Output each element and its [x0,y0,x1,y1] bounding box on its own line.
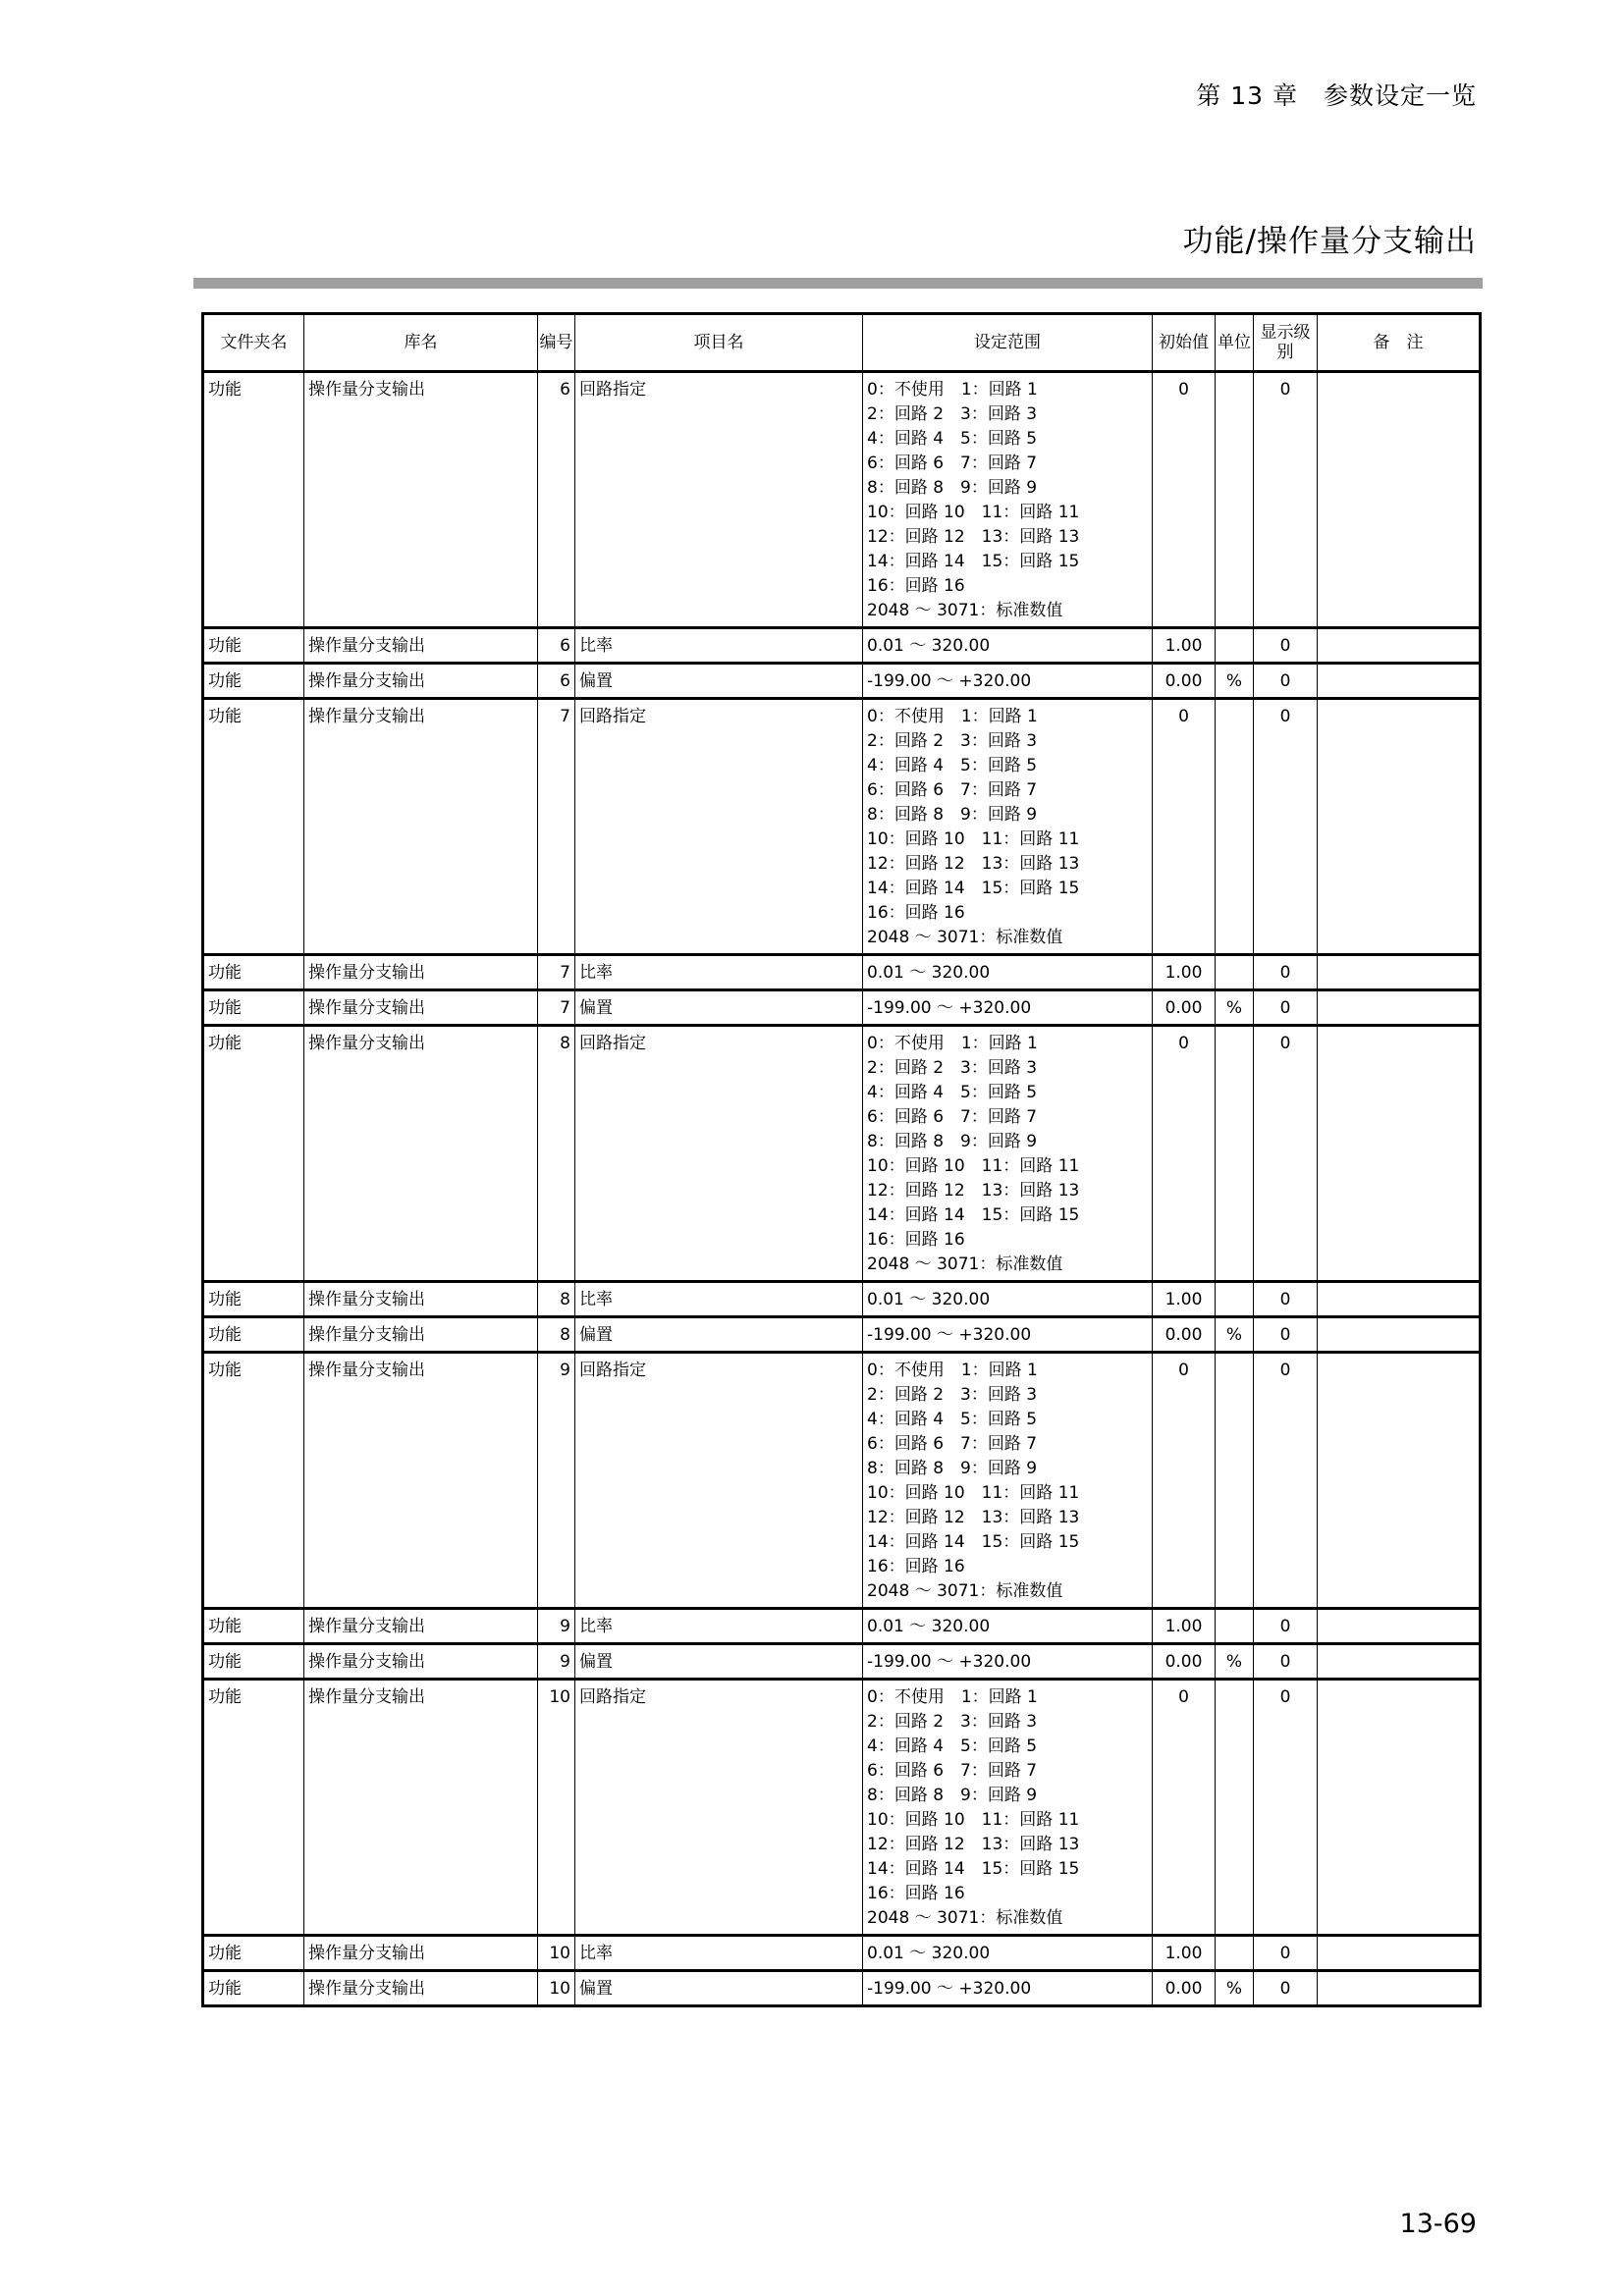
cell-range [863,1353,1153,1609]
cell-note [1318,628,1481,664]
cell-library: 操作量分支输出 [304,955,538,990]
cell-note [1318,990,1481,1026]
cell-item: 回路指定 [575,1026,863,1282]
cell-item: 偏置 [575,990,863,1026]
cell-unit: % [1216,990,1254,1026]
cell-initial: 0 [1153,1680,1216,1936]
range-line: 0.01 ～ 320.00 [867,1290,991,1309]
cell-item: 回路指定 [575,372,863,628]
cell-item: 比率 [575,1282,863,1317]
range-line: 4：回路 4 5：回路 5 [867,1410,1038,1429]
parameter-table [201,312,1482,2007]
range-line: 2：回路 2 3：回路 3 [867,1058,1038,1078]
cell-number: 9 [538,1609,575,1644]
cell-initial: 0 [1153,1353,1216,1609]
range-line: 8：回路 8 9：回路 9 [867,805,1038,825]
range-line: 2048 ～ 3071：标准数值 [867,1581,1063,1601]
range-line: 6：回路 6 7：回路 7 [867,780,1038,800]
range-line: 12：回路 12 13：回路 13 [867,1508,1080,1527]
cell-number: 10 [538,1936,575,1971]
range-line: 2048 ～ 3071：标准数值 [867,1908,1063,1928]
range-line: 0：不使用 1：回路 1 [867,1034,1038,1053]
range-line: 0：不使用 1：回路 1 [867,707,1038,726]
cell-folder: 功能 [203,955,304,990]
cell-range [863,1282,1153,1317]
range-line: 12：回路 12 13：回路 13 [867,854,1080,874]
cell-unit: % [1216,1971,1254,2006]
cell-initial: 0 [1153,372,1216,628]
cell-range [863,664,1153,699]
cell-initial: 0.00 [1153,1644,1216,1680]
range-line: 2048 ～ 3071：标准数值 [867,928,1063,947]
table-row [203,1026,1481,1282]
range-line: 16：回路 16 [867,1230,965,1250]
cell-folder: 功能 [203,990,304,1026]
cell-folder: 功能 [203,372,304,628]
range-line: 14：回路 14 15：回路 15 [867,1532,1080,1552]
cell-number: 6 [538,628,575,664]
range-line: 0：不使用 1：回路 1 [867,380,1038,400]
cell-library: 操作量分支输出 [304,1282,538,1317]
range-line: 4：回路 4 5：回路 5 [867,1083,1038,1102]
cell-library: 操作量分支输出 [304,1644,538,1680]
table-row [203,699,1481,955]
range-line: 8：回路 8 9：回路 9 [867,1786,1038,1805]
cell-range [863,1026,1153,1282]
cell-unit [1216,1282,1254,1317]
cell-number: 9 [538,1644,575,1680]
cell-initial: 1.00 [1153,1609,1216,1644]
cell-note [1318,1353,1481,1609]
cell-level: 0 [1254,1936,1318,1971]
table-row [203,1971,1481,2006]
range-line: 2：回路 2 3：回路 3 [867,404,1038,424]
cell-number: 8 [538,1282,575,1317]
cell-folder: 功能 [203,1644,304,1680]
range-line: 8：回路 8 9：回路 9 [867,1132,1038,1151]
cell-library: 操作量分支输出 [304,664,538,699]
cell-folder: 功能 [203,628,304,664]
cell-unit: % [1216,1644,1254,1680]
cell-number: 6 [538,664,575,699]
cell-initial: 0.00 [1153,1971,1216,2006]
cell-folder: 功能 [203,1680,304,1936]
range-line: -199.00 ～ +320.00 [867,998,1032,1018]
cell-library: 操作量分支输出 [304,1026,538,1282]
table-row [203,1282,1481,1317]
cell-unit [1216,699,1254,955]
range-line: 6：回路 6 7：回路 7 [867,454,1038,473]
range-line: 14：回路 14 15：回路 15 [867,1859,1080,1879]
range-line: 14：回路 14 15：回路 15 [867,879,1080,898]
cell-note [1318,1680,1481,1936]
cell-range [863,699,1153,955]
cell-item: 偏置 [575,1644,863,1680]
range-line: 6：回路 6 7：回路 7 [867,1761,1038,1781]
cell-unit: % [1216,664,1254,699]
range-line: 16：回路 16 [867,576,965,596]
cell-note [1318,664,1481,699]
cell-library: 操作量分支输出 [304,372,538,628]
table-row [203,372,1481,628]
table-row [203,1644,1481,1680]
cell-number: 10 [538,1680,575,1936]
range-line: -199.00 ～ +320.00 [867,671,1032,691]
cell-item: 比率 [575,628,863,664]
cell-item: 偏置 [575,1317,863,1353]
cell-number: 7 [538,699,575,955]
cell-folder: 功能 [203,664,304,699]
range-line: 2：回路 2 3：回路 3 [867,731,1038,751]
cell-library: 操作量分支输出 [304,1680,538,1936]
range-line: 2：回路 2 3：回路 3 [867,1712,1038,1732]
cell-library: 操作量分支输出 [304,1317,538,1353]
cell-item: 比率 [575,955,863,990]
cell-library: 操作量分支输出 [304,1971,538,2006]
table-header-row [203,314,1481,372]
cell-level: 0 [1254,664,1318,699]
cell-initial: 0 [1153,1026,1216,1282]
cell-level: 0 [1254,1353,1318,1609]
header-item: 项目名 [575,314,863,372]
range-line: -199.00 ～ +320.00 [867,1325,1032,1345]
cell-range [863,1680,1153,1936]
cell-note [1318,955,1481,990]
range-line: 10：回路 10 11：回路 11 [867,829,1080,849]
cell-initial: 1.00 [1153,1936,1216,1971]
range-line: -199.00 ～ +320.00 [867,1652,1032,1672]
header-note: 备 注 [1318,314,1481,372]
table-row [203,664,1481,699]
cell-initial: 1.00 [1153,955,1216,990]
range-line: 0.01 ～ 320.00 [867,1944,991,1963]
cell-range [863,1644,1153,1680]
cell-library: 操作量分支输出 [304,1609,538,1644]
cell-number: 7 [538,990,575,1026]
chapter-header: 第 13 章 参数设定一览 [1196,81,1477,110]
section-title: 功能/操作量分支输出 [1182,224,1477,259]
range-line: 14：回路 14 15：回路 15 [867,552,1080,571]
range-line: 4：回路 4 5：回路 5 [867,1736,1038,1756]
cell-level: 0 [1254,372,1318,628]
cell-folder: 功能 [203,1609,304,1644]
cell-level: 0 [1254,1680,1318,1936]
table-row [203,628,1481,664]
range-line: 4：回路 4 5：回路 5 [867,756,1038,775]
range-line: 0：不使用 1：回路 1 [867,1361,1038,1380]
cell-level: 0 [1254,1609,1318,1644]
range-line: 12：回路 12 13：回路 13 [867,1181,1080,1201]
cell-number: 8 [538,1026,575,1282]
cell-range [863,955,1153,990]
cell-library: 操作量分支输出 [304,1936,538,1971]
cell-item: 偏置 [575,1971,863,2006]
range-line: 6：回路 6 7：回路 7 [867,1107,1038,1127]
cell-note [1318,1317,1481,1353]
cell-note [1318,1609,1481,1644]
cell-unit [1216,1026,1254,1282]
header-unit: 单位 [1216,314,1254,372]
cell-initial: 0.00 [1153,1317,1216,1353]
cell-note [1318,699,1481,955]
range-line: 10：回路 10 11：回路 11 [867,1810,1080,1830]
range-line: 2：回路 2 3：回路 3 [867,1385,1038,1405]
cell-level: 0 [1254,990,1318,1026]
table-row [203,1936,1481,1971]
header-level: 显示级别 [1254,314,1318,372]
page-number: 13-69 [1399,2209,1477,2239]
cell-note [1318,372,1481,628]
cell-item: 回路指定 [575,1680,863,1936]
table-body [203,372,1481,2006]
cell-unit [1216,1609,1254,1644]
cell-item: 比率 [575,1936,863,1971]
table-row [203,1317,1481,1353]
cell-number: 8 [538,1317,575,1353]
cell-unit [1216,1680,1254,1936]
header-number: 编号 [538,314,575,372]
cell-level: 0 [1254,1644,1318,1680]
range-line: 4：回路 4 5：回路 5 [867,429,1038,449]
range-line: 10：回路 10 11：回路 11 [867,1156,1080,1176]
cell-item: 回路指定 [575,699,863,955]
cell-number: 7 [538,955,575,990]
cell-unit: % [1216,1317,1254,1353]
cell-level: 0 [1254,699,1318,955]
range-line: 14：回路 14 15：回路 15 [867,1205,1080,1225]
cell-folder: 功能 [203,1317,304,1353]
range-line: -199.00 ～ +320.00 [867,1979,1032,1999]
cell-item: 回路指定 [575,1353,863,1609]
cell-library: 操作量分支输出 [304,628,538,664]
cell-folder: 功能 [203,699,304,955]
cell-range [863,1971,1153,2006]
range-line: 16：回路 16 [867,1884,965,1903]
table-row [203,1680,1481,1936]
cell-level: 0 [1254,1971,1318,2006]
header-folder: 文件夹名 [203,314,304,372]
range-line: 0.01 ～ 320.00 [867,636,991,656]
range-line: 6：回路 6 7：回路 7 [867,1434,1038,1454]
table-row [203,1353,1481,1609]
range-line: 0.01 ～ 320.00 [867,963,991,983]
cell-level: 0 [1254,1026,1318,1282]
table-row [203,955,1481,990]
cell-initial: 0.00 [1153,990,1216,1026]
cell-number: 9 [538,1353,575,1609]
cell-level: 0 [1254,1317,1318,1353]
cell-note [1318,1971,1481,2006]
cell-level: 0 [1254,955,1318,990]
range-line: 10：回路 10 11：回路 11 [867,503,1080,522]
cell-note [1318,1282,1481,1317]
cell-unit [1216,628,1254,664]
cell-library: 操作量分支输出 [304,699,538,955]
range-line: 0：不使用 1：回路 1 [867,1687,1038,1707]
cell-library: 操作量分支输出 [304,1353,538,1609]
cell-folder: 功能 [203,1353,304,1609]
cell-folder: 功能 [203,1282,304,1317]
section-rule [193,278,1483,289]
range-line: 12：回路 12 13：回路 13 [867,1835,1080,1854]
range-line: 16：回路 16 [867,1557,965,1576]
cell-initial: 0 [1153,699,1216,955]
cell-folder: 功能 [203,1971,304,2006]
cell-unit [1216,1353,1254,1609]
range-line: 2048 ～ 3071：标准数值 [867,1255,1063,1274]
header-range: 设定范围 [863,314,1153,372]
header-library: 库名 [304,314,538,372]
cell-initial: 1.00 [1153,1282,1216,1317]
cell-note [1318,1936,1481,1971]
cell-item: 比率 [575,1609,863,1644]
range-line: 8：回路 8 9：回路 9 [867,478,1038,498]
range-line: 8：回路 8 9：回路 9 [867,1459,1038,1478]
range-line: 10：回路 10 11：回路 11 [867,1483,1080,1503]
cell-range [863,990,1153,1026]
cell-item: 偏置 [575,664,863,699]
range-line: 16：回路 16 [867,903,965,923]
cell-number: 6 [538,372,575,628]
cell-unit [1216,955,1254,990]
cell-level: 0 [1254,1282,1318,1317]
cell-level: 0 [1254,628,1318,664]
range-line: 2048 ～ 3071：标准数值 [867,601,1063,620]
cell-folder: 功能 [203,1936,304,1971]
cell-range [863,628,1153,664]
range-line: 0.01 ～ 320.00 [867,1617,991,1636]
cell-initial: 0.00 [1153,664,1216,699]
cell-number: 10 [538,1971,575,2006]
cell-range [863,372,1153,628]
header-initial: 初始值 [1153,314,1216,372]
cell-range [863,1936,1153,1971]
cell-library: 操作量分支输出 [304,990,538,1026]
cell-range [863,1609,1153,1644]
cell-note [1318,1026,1481,1282]
range-line: 12：回路 12 13：回路 13 [867,527,1080,547]
cell-folder: 功能 [203,1026,304,1282]
cell-unit [1216,372,1254,628]
cell-range [863,1317,1153,1353]
cell-unit [1216,1936,1254,1971]
table-row [203,1609,1481,1644]
cell-initial: 1.00 [1153,628,1216,664]
cell-note [1318,1644,1481,1680]
table-row [203,990,1481,1026]
